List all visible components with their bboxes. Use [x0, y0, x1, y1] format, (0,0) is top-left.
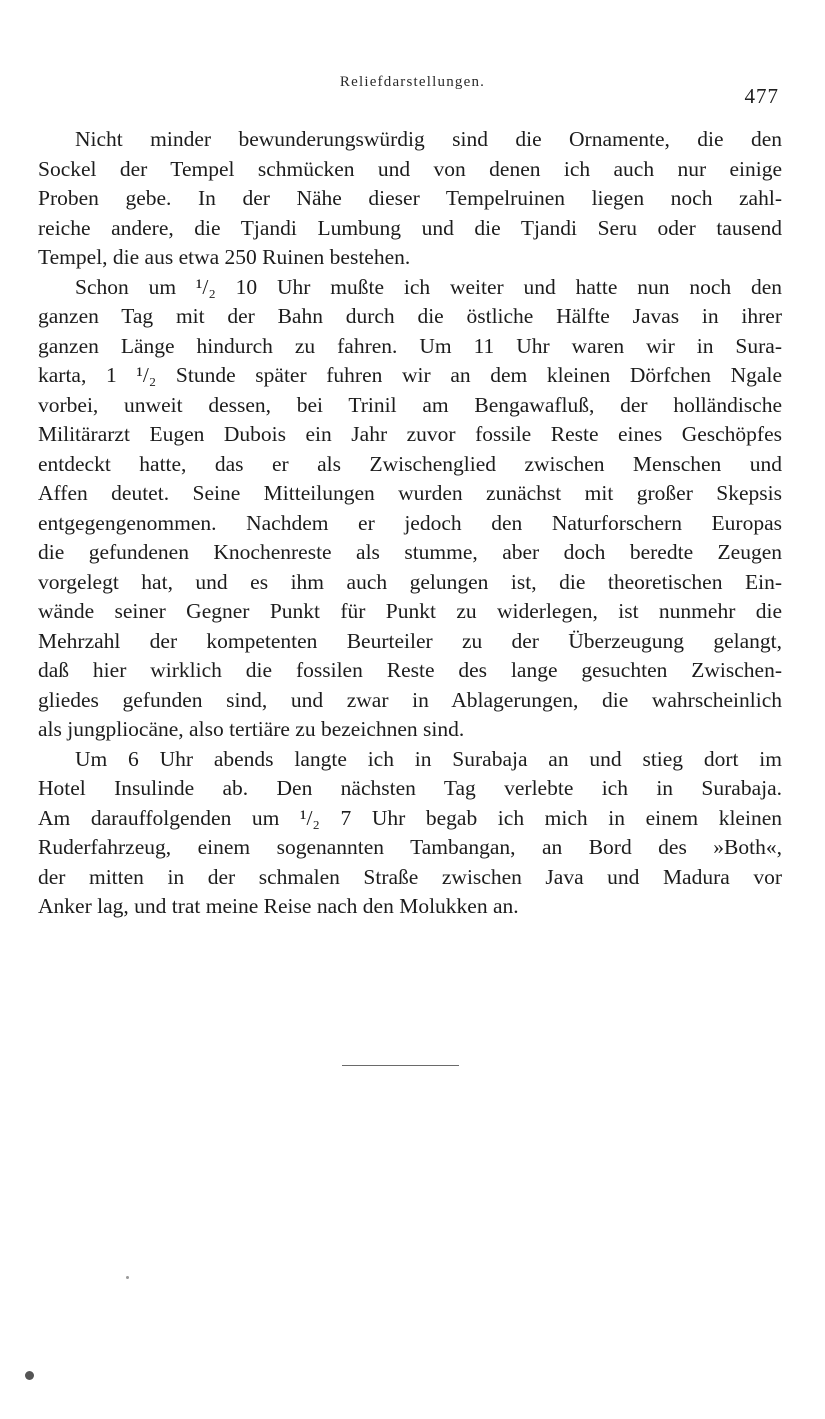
text-line: Militärarzt Eugen Dubois ein Jahr zuvor fossile Reste eines Geschöpfes [38, 422, 782, 446]
page-number: 477 [744, 84, 779, 108]
text-line: die gefundenen Knochenreste als stumme, aber doch beredte Zeugen [38, 540, 782, 564]
text-line: Sockel der Tempel schmücken und von denen ich auch nur einige [38, 156, 782, 181]
print-speck [126, 1276, 129, 1279]
text-line: gliedes gefunden sind, und zwar in Ablagerungen, die wahrscheinlich [38, 687, 782, 712]
body-text [38, 125, 782, 922]
text-line: entgegengenommen. Nachdem er jedoch den Naturforschern Europas [38, 510, 782, 535]
text-line: Nicht minder bewunderungswürdig sind die Ornamente, die den [75, 127, 782, 151]
text-line: daß hier wirklich die fossilen Reste des lange gesuchten Zwischen- [38, 658, 782, 682]
text-line: reiche andere, die Tjandi Lumbung und die Tjandi Seru oder tausend [38, 215, 782, 240]
text-line: ganzen Länge hindurch zu fahren. Um 11 Uhr waren wir in Sura- [38, 333, 782, 358]
text-line: Proben gebe. In der Nähe dieser Tempelruinen liegen noch zahl- [38, 186, 782, 210]
text-line: Ruderfahrzeug, einem sogenannten Tambangan, an Bord des »Both«, [38, 835, 782, 859]
text-line: wände seiner Gegner Punkt für Punkt zu widerlegen, ist nunmehr die [38, 599, 782, 623]
text-line: Affen deutet. Seine Mitteilungen wurden zunächst mit großer Skepsis [38, 481, 782, 505]
running-head-title: Reliefdarstellungen. [339, 74, 486, 90]
print-speck [25, 1371, 34, 1380]
text-line: Tempel, die aus etwa 250 Ruinen bestehen. [38, 245, 411, 269]
section-end-rule [342, 1065, 459, 1066]
text-line: vorgelegt hat, und es ihm auch gelungen ist, die theoretischen Ein- [38, 569, 782, 594]
text-line: Um 6 Uhr abends langte ich in Surabaja an und stieg dort im [75, 746, 782, 771]
text-line: Anker lag, und trat meine Reise nach den Molukken an. [38, 894, 519, 918]
text-line: Am darauffolgenden um ¹/₂ 7 Uhr begab ich mich in einem kleinen [38, 805, 782, 830]
text-line: als jungpliocäne, also tertiäre zu bezeichnen sind. [38, 717, 465, 741]
text-line: entdeckt hatte, das er als Zwischenglied zwischen Menschen und [38, 451, 782, 476]
text-line: vorbei, unweit dessen, bei Trinil am Bengawafluß, der holländische [38, 392, 782, 417]
text-line: karta, 1 ¹/₂ Stunde später fuhren wir an dem kleinen Dörfchen Ngale [38, 363, 782, 387]
text-line: der mitten in der schmalen Straße zwischen Java und Madura vor [38, 864, 782, 889]
text-line: Schon um ¹/₂ 10 Uhr mußte ich weiter und hatte nun noch den [75, 274, 782, 299]
text-line: Hotel Insulinde ab. Den nächsten Tag verlebte ich in Surabaja. [38, 776, 782, 800]
text-line: Mehrzahl der kompetenten Beurteiler zu der Überzeugung gelangt, [38, 628, 782, 653]
text-line: ganzen Tag mit der Bahn durch die östliche Hälfte Javas in ihrer [38, 304, 782, 328]
